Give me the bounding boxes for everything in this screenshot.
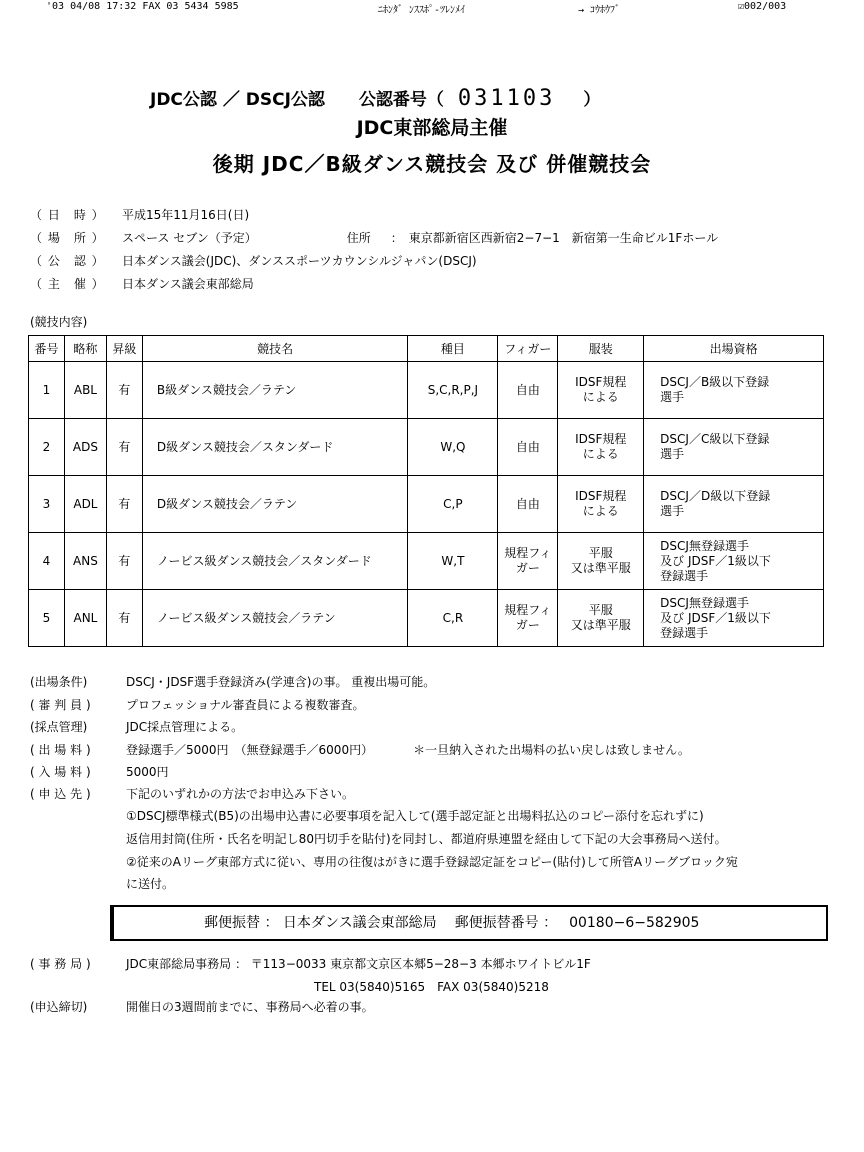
apply-value: 下記のいずれかの方法でお申込み下さい。 xyxy=(126,787,355,801)
postal-label: 郵便振替 ： 日本ダンス議会東部総局 xyxy=(204,915,437,931)
dress-cell: IDSF規程 による xyxy=(558,419,644,476)
promo-cell: 有 xyxy=(106,419,142,476)
scoring-value: JDC採点管理による。 xyxy=(126,720,244,734)
scoring-label: (採点管理) xyxy=(30,720,88,734)
approval-number: 031103 xyxy=(457,86,556,111)
no-cell: 4 xyxy=(29,533,65,590)
postal-number-label: 郵便振替番号 ： xyxy=(454,915,558,931)
event-name-cell: ノービス級ダンス競技会／スタンダード xyxy=(142,533,408,590)
dress-cell: IDSF規程 による xyxy=(558,476,644,533)
postal-number: 00180−6−582905 xyxy=(569,915,700,931)
approval-prefix: JDC公認 ／ DSCJ公認 公認番号（ xyxy=(150,90,444,110)
dances-cell: S,C,R,P,J xyxy=(408,362,498,419)
qualification-cell: DSCJ無登録選手 及び JDSF／1級以下 登録選手 xyxy=(644,533,824,590)
fee-label: ( 出 場 料 ) xyxy=(30,743,91,757)
event-name-cell: ノービス級ダンス競技会／ラテン xyxy=(142,590,408,647)
scoring xyxy=(30,718,243,735)
event-name-cell: B級ダンス競技会／ラテン xyxy=(142,362,408,419)
office-phone: TEL 03(5840)5165 FAX 03(5840)5218 xyxy=(314,980,549,994)
promo-cell: 有 xyxy=(106,533,142,590)
place-value: スペース セブン（予定） xyxy=(122,231,257,245)
dances-cell: C,P xyxy=(408,476,498,533)
host-value: 日本ダンス議会東部総局 xyxy=(122,277,254,291)
organizer-title: JDC東部総局主催 xyxy=(356,117,508,139)
event-name-cell: D級ダンス競技会／ラテン xyxy=(142,476,408,533)
fax-page: ☑002/003 xyxy=(738,1,787,12)
code-cell: ANS xyxy=(64,533,106,590)
qualification-cell: DSCJ／B級以下登録 選手 xyxy=(644,362,824,419)
dances-cell: C,R xyxy=(408,590,498,647)
office xyxy=(30,955,591,972)
info-place xyxy=(30,229,718,246)
date-label: （ 日 時 ） xyxy=(30,208,105,222)
place-label: （ 場 所 ） xyxy=(30,231,105,245)
header-cell: 番号 xyxy=(29,336,65,362)
code-cell: ADS xyxy=(64,419,106,476)
date-value: 平成15年11月16日(日) xyxy=(122,208,250,222)
promo-cell: 有 xyxy=(106,476,142,533)
fax-recipient: → ｺｳﾎｳﾌﾞ xyxy=(578,5,621,16)
table-row xyxy=(29,590,824,647)
admission-value: 5000円 xyxy=(126,765,169,779)
table-row xyxy=(29,419,824,476)
method1-line2: 返信用封筒(住所・氏名を明記し80円切手を貼付)を同封し、都道府県連盟を経由して下記の大会事務局へ送付。 xyxy=(126,832,727,846)
fee-notice: ＊一旦納入された出場料の払い戻しは致しません。 xyxy=(413,743,690,757)
info-approval xyxy=(30,252,477,269)
entry-label: (出場条件) xyxy=(30,675,88,689)
code-cell: ADL xyxy=(64,476,106,533)
admission-fee xyxy=(30,763,169,780)
entry-fee xyxy=(30,741,690,758)
table-row xyxy=(29,533,824,590)
no-cell: 1 xyxy=(29,362,65,419)
judges xyxy=(30,696,365,713)
method2-line2: に送付。 xyxy=(126,877,175,891)
judges-value: プロフェッショナル審査員による複数審査。 xyxy=(126,698,365,712)
figure-cell: 規程フィ ガー xyxy=(498,590,558,647)
dress-cell: IDSF規程 による xyxy=(558,362,644,419)
table-row xyxy=(29,362,824,419)
figure-cell: 自由 xyxy=(498,362,558,419)
info-host xyxy=(30,275,254,292)
host-label: （ 主 催 ） xyxy=(30,277,105,291)
events-table xyxy=(28,335,824,647)
office-value: JDC東部総局事務局 ： 〒113−0033 東京都文京区本郷5−28−3 本郷ホワイトビル1F xyxy=(126,957,591,971)
no-cell: 3 xyxy=(29,476,65,533)
postal-transfer-box xyxy=(110,905,828,941)
figure-cell: 規程フィ ガー xyxy=(498,533,558,590)
header-cell: フィガー xyxy=(498,336,558,362)
approval-title xyxy=(150,85,600,111)
approval-value: 日本ダンス議会(JDC)、ダンススポーツカウンシルジャパン(DSCJ) xyxy=(122,254,477,268)
qualification-cell: DSCJ無登録選手 及び JDSF／1級以下 登録選手 xyxy=(644,590,824,647)
header-cell: 競技名 xyxy=(142,336,408,362)
fax-header xyxy=(0,0,864,16)
method1-line1: ①DSCJ標準様式(B5)の出場申込書に必要事項を記入して(選手認定証と出場料払込のコピー添付を忘れずに) xyxy=(126,809,704,823)
application xyxy=(30,785,354,802)
method2-line1: ②従来のAリーグ東部方式に従い、専用の往復はがきに選手登録認定証をコピー(貼付)して所管Aリーグブロック宛 xyxy=(126,855,738,869)
entry-value: DSCJ・JDSF選手登録済み(学連含)の事。 重複出場可能。 xyxy=(126,675,436,689)
qualification-cell: DSCJ／D級以下登録 選手 xyxy=(644,476,824,533)
events-section-label: (競技内容) xyxy=(30,315,88,329)
promo-cell: 有 xyxy=(106,362,142,419)
header-cell: 服装 xyxy=(558,336,644,362)
header-cell: 略称 xyxy=(64,336,106,362)
header-cell: 昇級 xyxy=(106,336,142,362)
code-cell: ANL xyxy=(64,590,106,647)
judges-label: ( 審 判 員 ) xyxy=(30,698,91,712)
admission-label: ( 入 場 料 ) xyxy=(30,765,91,779)
qualification-cell: DSCJ／C級以下登録 選手 xyxy=(644,419,824,476)
info-date xyxy=(30,206,249,223)
event-name-cell: D級ダンス競技会／スタンダード xyxy=(142,419,408,476)
dances-cell: W,T xyxy=(408,533,498,590)
promo-cell: 有 xyxy=(106,590,142,647)
fax-sender: ﾆﾎﾝﾀﾞ ﾝｽｽﾎﾟ-ﾂﾚﾝﾒｲ xyxy=(378,5,466,16)
table-row xyxy=(29,476,824,533)
figure-cell: 自由 xyxy=(498,419,558,476)
header-cell: 出場資格 xyxy=(644,336,824,362)
dances-cell: W,Q xyxy=(408,419,498,476)
table-header-row xyxy=(29,336,824,362)
code-cell: ABL xyxy=(64,362,106,419)
apply-label: ( 申 込 先 ) xyxy=(30,787,91,801)
deadline xyxy=(30,998,374,1015)
no-cell: 2 xyxy=(29,419,65,476)
address-value: ： 東京都新宿区西新宿2−7−1 新宿第一生命ビル1Fホール xyxy=(390,231,719,245)
fee-value: 登録選手／5000円 （無登録選手／6000円） xyxy=(126,743,374,757)
deadline-value: 開催日の3週間前までに、事務局へ必着の事。 xyxy=(126,1000,374,1014)
office-label: ( 事 務 局 ) xyxy=(30,957,91,971)
entry-conditions xyxy=(30,673,435,690)
dress-cell: 平服 又は準平服 xyxy=(558,533,644,590)
event-title: 後期 JDC／B級ダンス競技会 及び 併催競技会 xyxy=(212,152,652,176)
dress-cell: 平服 又は準平服 xyxy=(558,590,644,647)
header-cell: 種目 xyxy=(408,336,498,362)
approval-suffix: ） xyxy=(583,90,601,110)
no-cell: 5 xyxy=(29,590,65,647)
deadline-label: (申込締切) xyxy=(30,1000,88,1014)
fax-datetime: '03 04/08 17:32 FAX 03 5434 5985 xyxy=(46,1,239,12)
address-label: 住所 xyxy=(346,231,371,245)
approval-label: （ 公 認 ） xyxy=(30,254,105,268)
figure-cell: 自由 xyxy=(498,476,558,533)
